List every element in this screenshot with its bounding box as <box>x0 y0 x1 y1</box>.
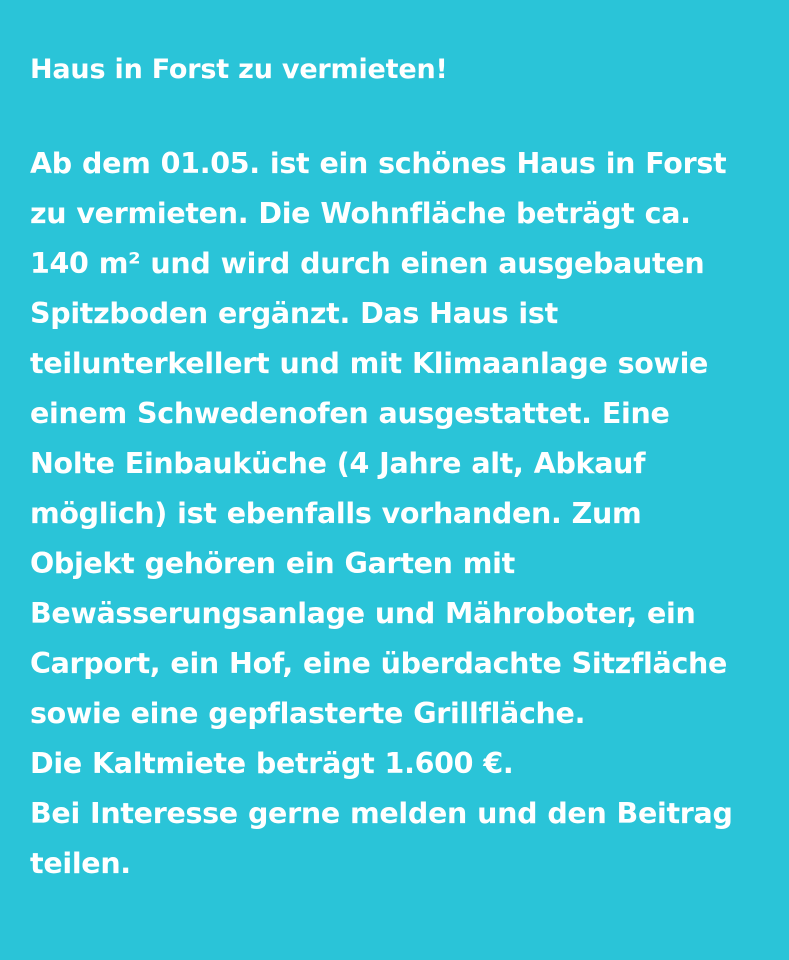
poster-body <box>30 139 755 889</box>
paragraph-rent: Die Kaltmiete beträgt 1.600 €. <box>30 747 514 781</box>
paragraph-contact: Bei Interesse gerne melden und den Beitrag teilen. <box>30 797 733 881</box>
paragraph-description: Ab dem 01.05. ist ein schönes Haus in Forst zu vermieten. Die Wohnfläche beträgt ca. 140 m² und wird durch einen ausgebauten Spitzboden ergänzt. Das Haus ist teilunterkellert und mit Klimaanlage sowie einem Schwedenofen ausgestattet. Eine Nolte Einbauküche (4 Jahre alt, Abkauf möglich) ist ebenfalls vorhanden. Zum Objekt gehören ein Garten mit Bewässerungsanlage und Mähroboter, ein Carport, ein Hof, eine überdachte Sitzfläche sowie eine gepflasterte Grillfläche. <box>30 147 728 731</box>
page-title: Haus in Forst zu vermieten! <box>30 54 448 85</box>
